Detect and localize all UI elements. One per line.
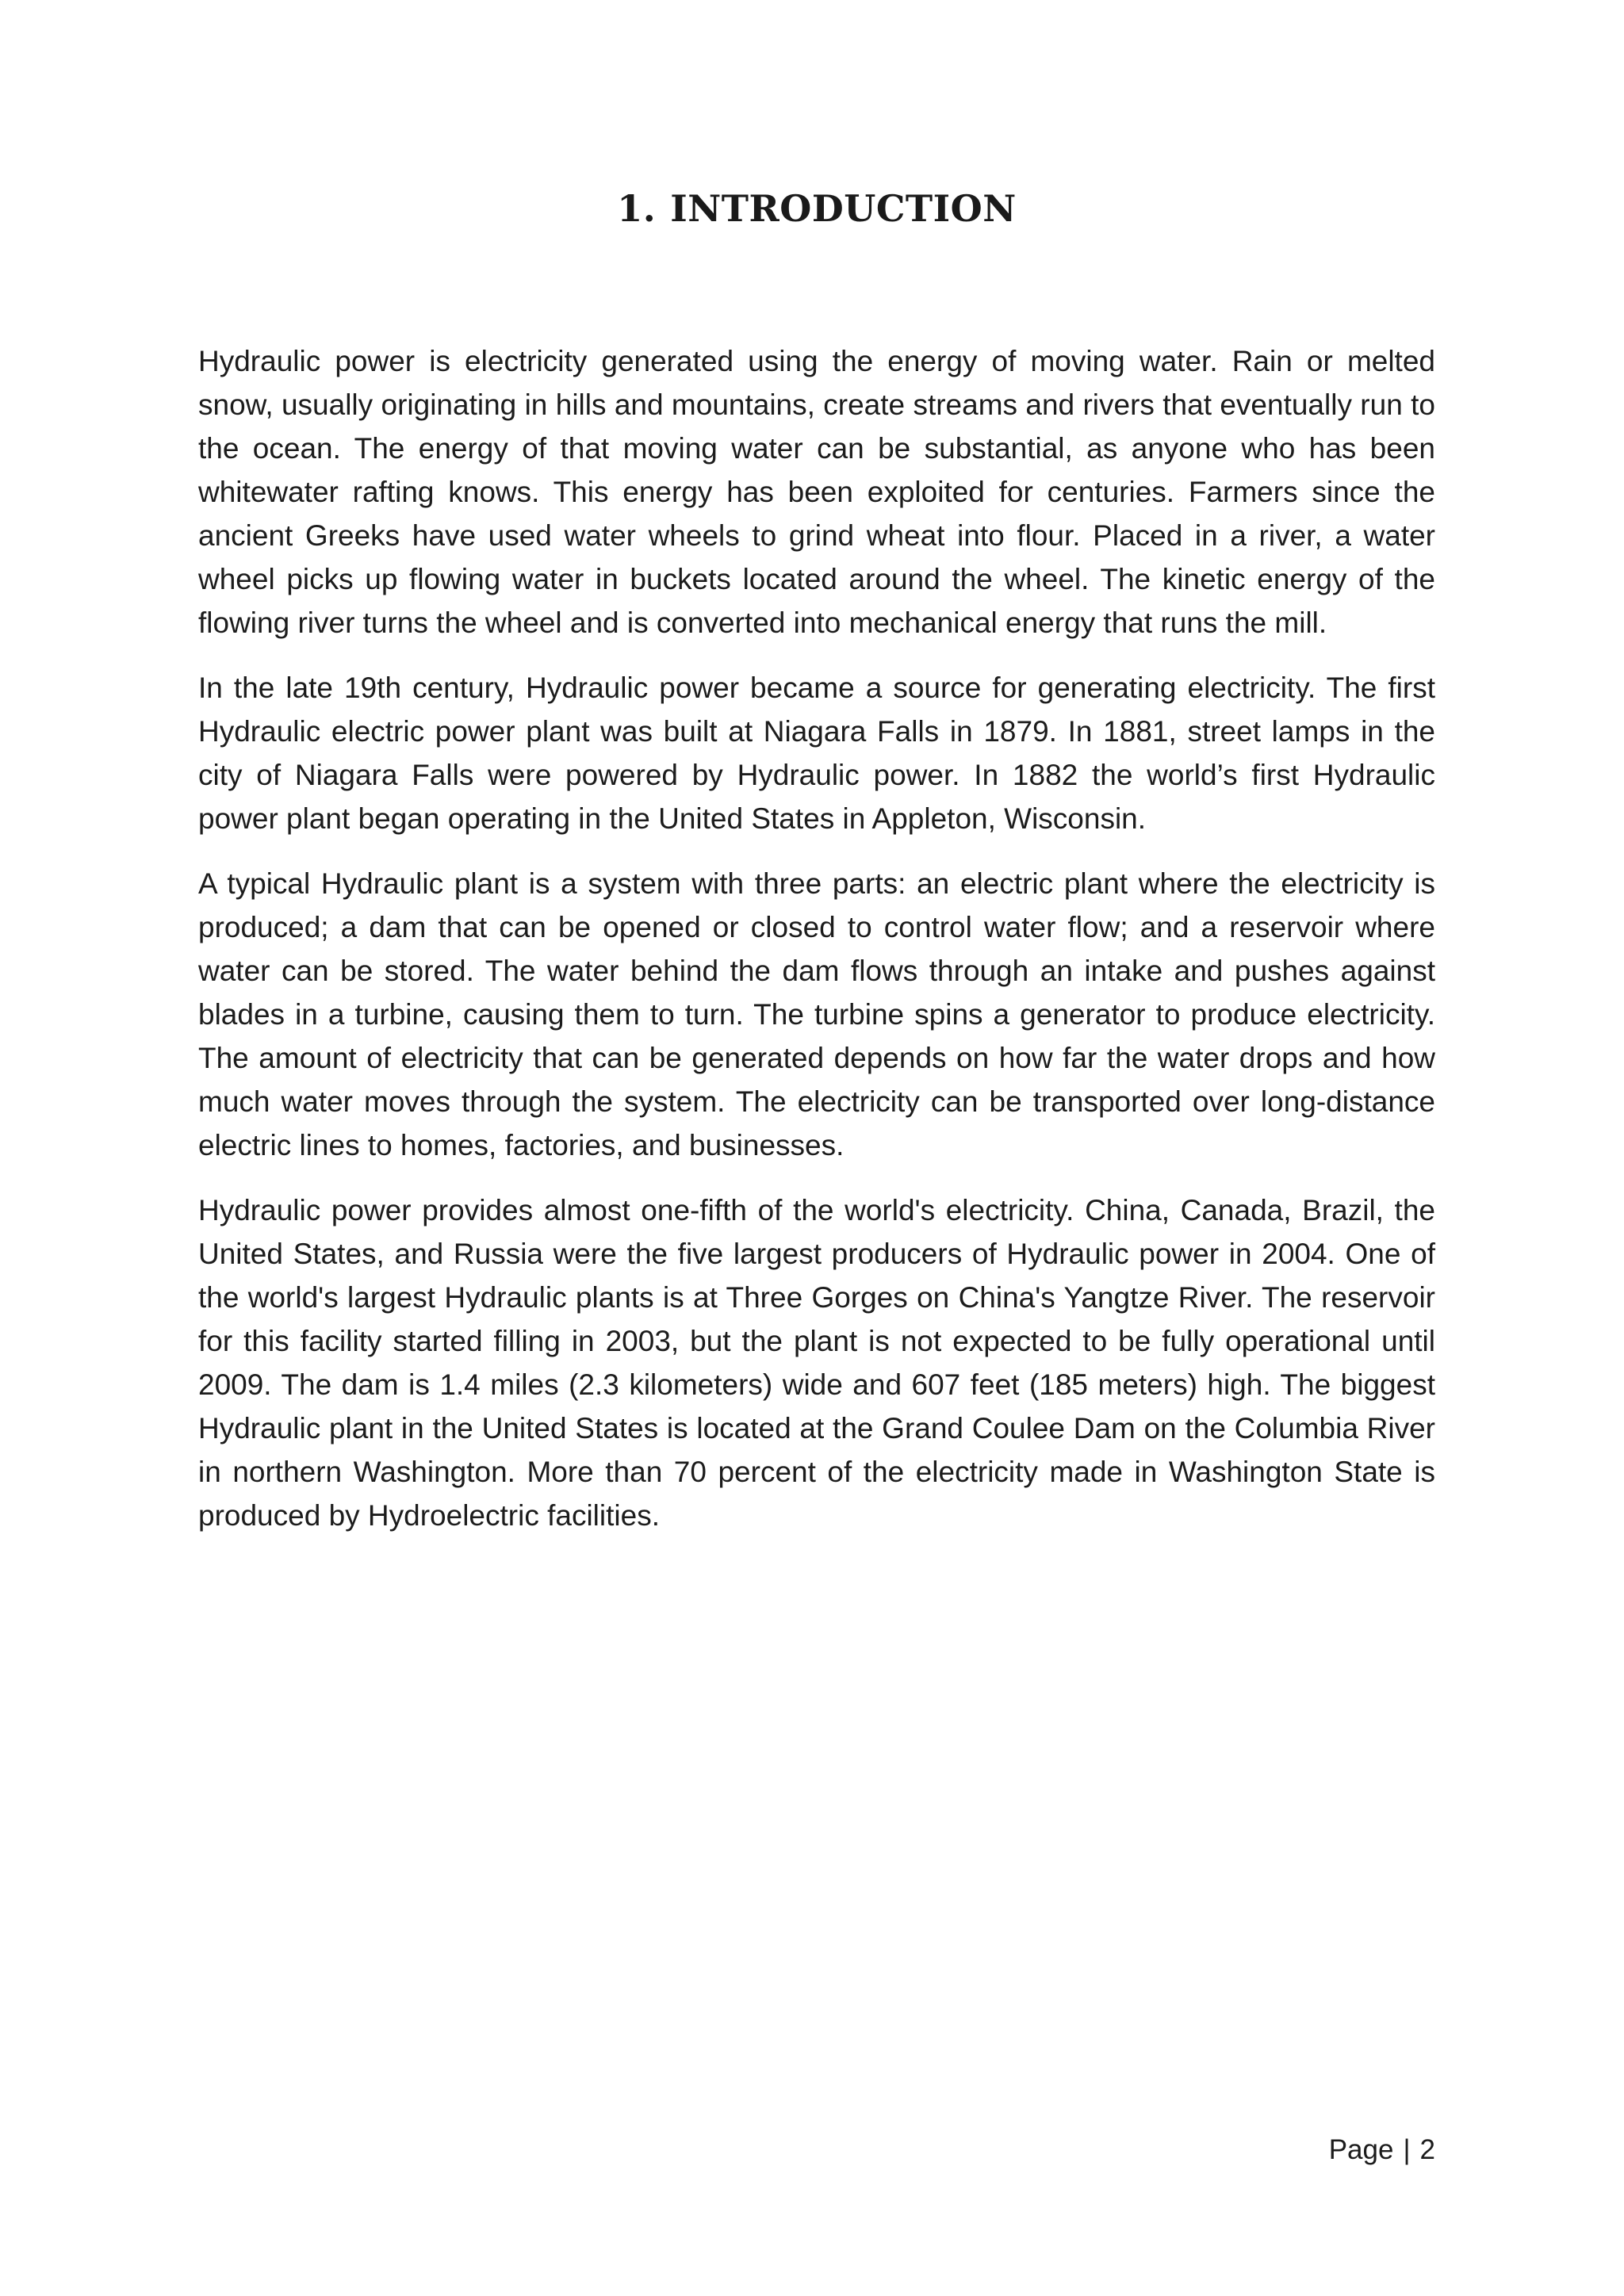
paragraph: Hydraulic power provides almost one-fifth of the world's electricity. China, Canada, Brazil, the United States, and Russia were the five largest producers of Hydraulic power in 2004. One of the world's largest Hydraulic plants is at Three Gorges on China's Yangtze River. The reservoir for this facility started filling in 2003, but the plant is not expected to be fully operational until 2009. The dam is 1.4 miles (2.3 kilometers) wide and 607 feet (185 meters) high. The biggest Hydraulic plant in the United States is located at the Grand Coulee Dam on the Columbia River in northern Washington. More than 70 percent of the electricity made in Washington State is produced by Hydroelectric facilities. <box>198 1194 1435 1532</box>
page-footer <box>1329 2134 1435 2166</box>
paragraph: A typical Hydraulic plant is a system with three parts: an electric plant where the electricity is produced; a dam that can be opened or closed to control water flow; and a reservoir where water can be stored. The water behind the dam flows through an intake and pushes against blades in a turbine, causing them to turn. The turbine spins a generator to produce electricity. The amount of electricity that can be generated depends on how far the water drops and how much water moves through the system. The electricity can be transported over long-distance electric lines to homes, factories, and businesses. <box>198 867 1435 1161</box>
page-separator: | <box>1403 2134 1411 2165</box>
paragraph: Hydraulic power is electricity generated using the energy of moving water. Rain or melted snow, usually originating in hills and mountains, create streams and rivers that eventually run to the ocean. The energy of that moving water can be substantial, as anyone who has been whitewater rafting knows. This energy has been exploited for centuries. Farmers since the ancient Greeks have used water wheels to grind wheat into flour. Placed in a river, a water wheel picks up flowing water in buckets located around the wheel. The kinetic energy of the flowing river turns the wheel and is converted into mechanical energy that runs the mill. <box>198 345 1435 639</box>
page-number: 2 <box>1419 2134 1435 2165</box>
section-heading <box>198 187 1435 231</box>
section-number: 1. <box>617 187 657 230</box>
section-body <box>198 339 1435 1559</box>
section-title: INTRODUCTION <box>670 187 1017 230</box>
page-label: Page <box>1328 2134 1394 2165</box>
paragraph: In the late 19th century, Hydraulic power became a source for generating electricity. The first Hydraulic electric power plant was built at Niagara Falls in 1879. In 1881, street lamps in the city of Niagara Falls were powered by Hydraulic power. In 1882 the world’s first Hydraulic power plant began operating in the United States in Appleton, Wisconsin. <box>198 672 1435 835</box>
